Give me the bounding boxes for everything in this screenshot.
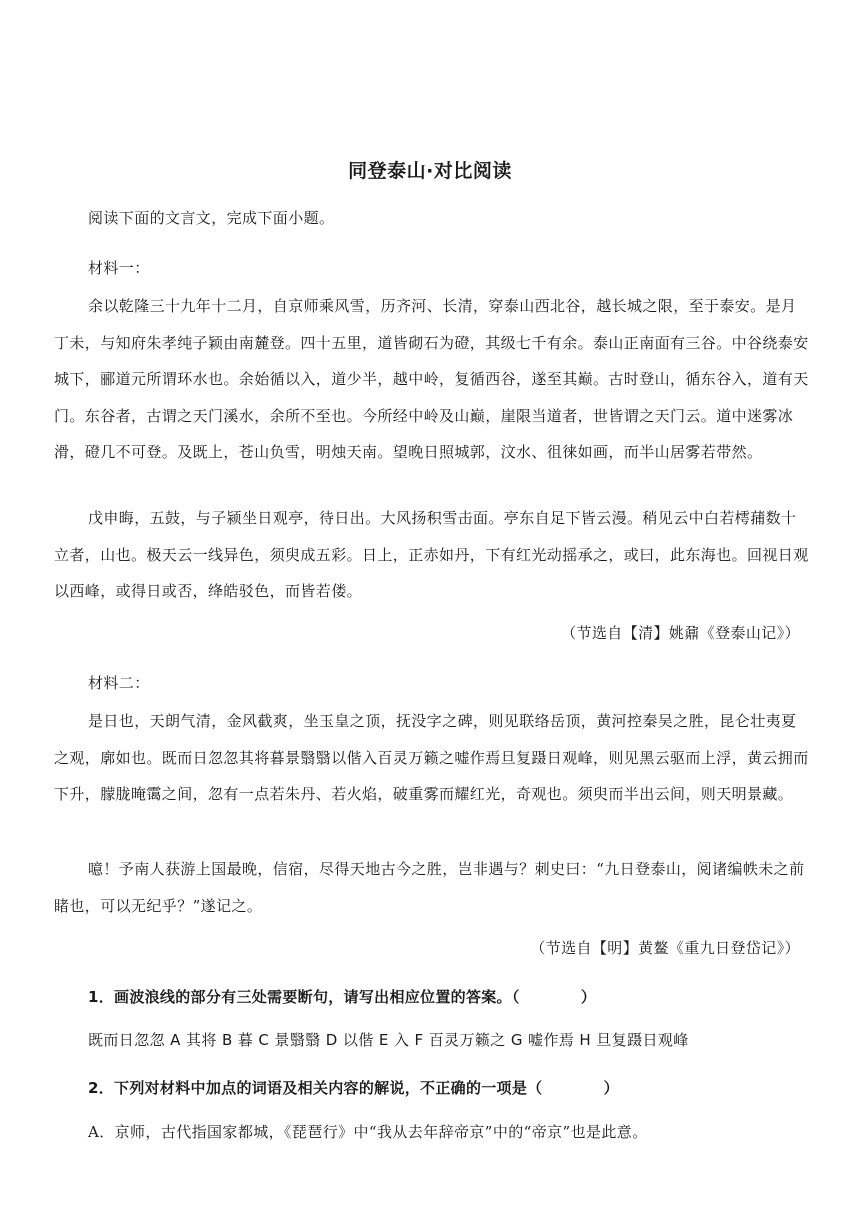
material2-paragraph2: 噫！予南人获游上国最晚，信宿，尽得天地古今之胜，岂非遇与？刺史曰：“九日登泰山，阅诸编帙未之前睹也，可以无纪乎？”遂记之。	[54, 860, 805, 915]
question1-stem: 1．画波浪线的部分有三处需要断句，请写出相应位置的答案。（ ）	[88, 988, 597, 1006]
material2-source: （节选自【明】黄鳌《重九日登岱记》）	[530, 939, 800, 957]
question1-text: 既而日忽忽 A 其将 B 暮 C 景翳翳 D 以偕 E 入 F 百灵万籁之 G 嘘作焉 H 旦复蹑日观峰	[88, 1031, 689, 1049]
instruction-text: 阅读下面的文言文，完成下面小题。	[88, 209, 335, 227]
question2-stem: 2．下列对材料中加点的词语及相关内容的解说，不正确的一项是（ ）	[88, 1079, 619, 1097]
question2-option-a: A．京师，古代指国家都城，《琵琶行》中“我从去年辞帝京”中的“帝京”也是此意。	[88, 1123, 648, 1141]
material1-paragraph1: 余以乾隆三十九年十二月，自京师乘风雪，历齐河、长清，穿泰山西北谷，越长城之限，至于泰安。是月丁未，与知府朱孝纯子颖由南麓登。四十五里，道皆砌石为磴，其级七千有余。泰山正南面有三谷。中谷绕泰安城下，郦道元所谓环水也。余始循以入，道少半，越中岭，复循西谷，遂至其巅。古时登山，循东谷入，道有天门。东谷者，古谓之天门溪水，余所不至也。今所经中岭及山巅，崖限当道者，世皆谓之天门云。道中迷雾冰滑，磴几不可登。及既上，苍山负雪，明烛天南。望晚日照城郭，汶水、徂徕如画，而半山居雾若带然。	[54, 297, 809, 462]
page-title: 同登泰山·对比阅读	[348, 160, 512, 182]
material2-label: 材料二：	[88, 674, 150, 692]
material1-paragraph2: 戊申晦，五鼓，与子颍坐日观亭，待日出。大风扬积雪击面。亭东自足下皆云漫。稍见云中白若樗蒱数十立者，山也。极天云一线异色，须臾成五彩。日上，正赤如丹，下有红光动摇承之，或曰，此东海也。回视日观以西峰，或得日或否，绛皓驳色，而皆若偻。	[54, 509, 809, 601]
material2-paragraph1: 是日也，天朗气清，金风截爽，坐玉皇之顶，抚没字之碑，则见联络岳顶，黄河控秦吴之胜，昆仑壮夷夏之观，廓如也。既而日忽忽其将暮景翳翳以偕入百灵万籁之嘘作焉旦复蹑日观峰，则见黑云驱而上浮，黄云拥而下升，朦胧晻霭之间，忽有一点若朱丹、若火焰，破重雾而耀红光，奇观也。须臾而半出云间，则天明景藏。	[54, 712, 809, 804]
material1-source: （节选自【清】姚鼐《登泰山记》）	[561, 624, 800, 642]
material1-label: 材料一：	[88, 259, 150, 277]
